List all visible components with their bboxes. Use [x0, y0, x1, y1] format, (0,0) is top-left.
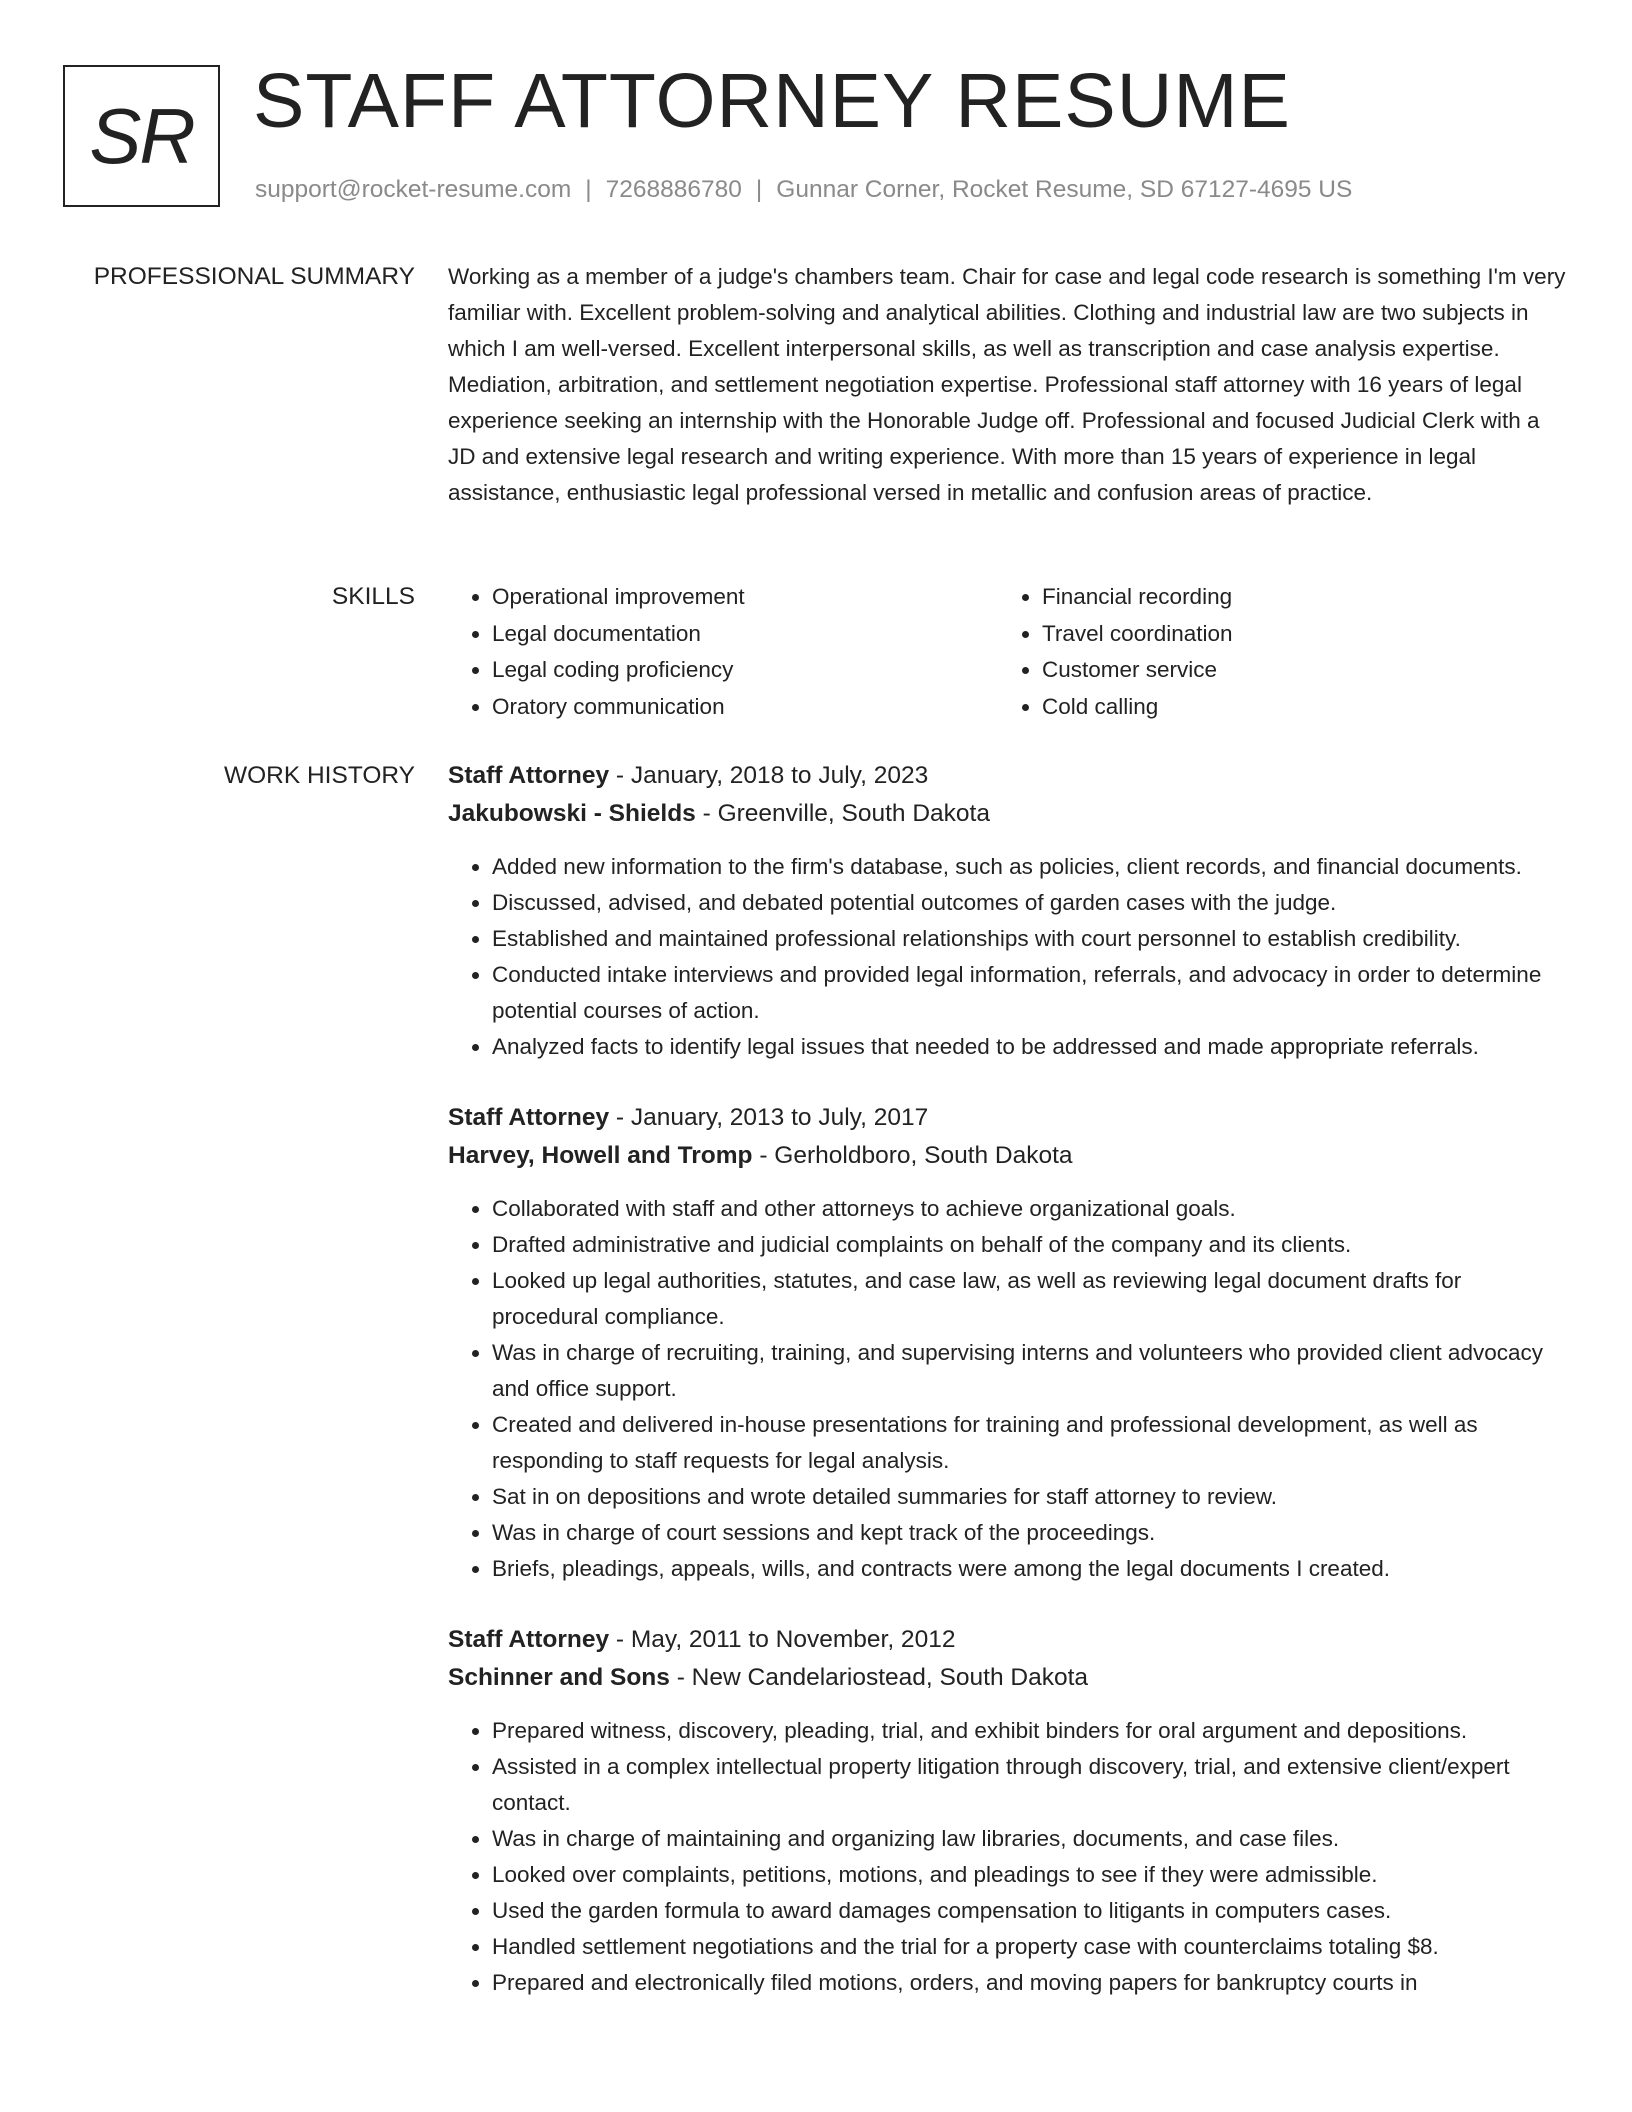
job-title: Staff Attorney	[448, 1104, 610, 1131]
job-bullet: • Prepared witness, discovery, pleading, trial, and exhibit binders for oral argument and depositions.	[492, 1713, 1568, 1749]
job-bullets	[448, 849, 1568, 1065]
job-bullet: • Collaborated with staff and other attorneys to achieve organizational goals.	[492, 1191, 1568, 1227]
contact-separator: |	[585, 176, 592, 203]
job-bullets	[448, 1191, 1568, 1587]
job-bullet: • Looked up legal authorities, statutes, and case law, as well as reviewing legal document drafts for procedural compliance.	[492, 1263, 1568, 1335]
job-bullet: • Added new information to the firm's database, such as policies, client records, and financial documents.	[492, 849, 1568, 885]
job-bullet: • Looked over complaints, petitions, motions, and pleadings to see if they were admissible.	[492, 1857, 1568, 1893]
job-bullet: • Assisted in a complex intellectual property litigation through discovery, trial, and extensive client/expert contact.	[492, 1749, 1568, 1821]
job-company: Schinner and Sons	[448, 1664, 670, 1691]
skill-item: • Legal coding proficiency	[492, 652, 998, 689]
job-bullet: • Used the garden formula to award damages compensation to litigants in computers cases.	[492, 1893, 1568, 1929]
skills-section	[448, 579, 1568, 725]
job-entry	[448, 757, 1568, 1065]
job-bullet: • Was in charge of maintaining and organizing law libraries, documents, and case files.	[492, 1821, 1568, 1857]
job-bullet: • Briefs, pleadings, appeals, wills, and contracts were among the legal documents I created.	[492, 1551, 1568, 1587]
job-bullets	[448, 1713, 1568, 2001]
job-bullet: • Drafted administrative and judicial complaints on behalf of the company and its clients.	[492, 1227, 1568, 1263]
job-title-line	[448, 1621, 1568, 1659]
job-location: - New Candelariostead, South Dakota	[669, 1664, 1088, 1691]
skill-item: • Financial recording	[1042, 579, 1548, 616]
job-bullet: • Established and maintained professional relationships with court personnel to establish credibility.	[492, 921, 1568, 957]
job-title-line	[448, 1099, 1568, 1137]
job-entry	[448, 1621, 1568, 2001]
job-title: Staff Attorney	[448, 1626, 610, 1653]
summary-section	[448, 259, 1568, 511]
job-location: - Greenville, South Dakota	[695, 800, 990, 827]
skill-item: • Customer service	[1042, 652, 1548, 689]
job-dates: - January, 2013 to July, 2017	[609, 1104, 929, 1131]
job-bullet: • Sat in on depositions and wrote detailed summaries for staff attorney to review.	[492, 1479, 1568, 1515]
job-bullet: • Conducted intake interviews and provided legal information, referrals, and advocacy in order to determine potential courses of action.	[492, 957, 1568, 1029]
summary-text: Working as a member of a judge's chambers team. Chair for case and legal code research is something I'm very familiar with. Excellent problem-solving and analytical abilities. Clothing and industrial law are two subjects in which I am well-versed. Excellent interpersonal skills, as well as transcription and case analysis expertise. Mediation, arbitration, and settlement negotiation expertise. Professional staff attorney with 16 years of legal experience seeking an internship with the Honorable Judge off. Professional and focused Judicial Clerk with a JD and extensive legal research and writing experience. With more than 15 years of experience in legal assistance, enthusiastic legal professional versed in metallic and confusion areas of practice.	[448, 264, 1566, 505]
job-company: Harvey, Howell and Tromp	[448, 1142, 753, 1169]
skill-item: • Travel coordination	[1042, 616, 1548, 653]
summary-label: PROFESSIONAL SUMMARY	[93, 263, 415, 290]
job-company-line	[448, 1137, 1568, 1175]
monogram-logo: SR	[63, 65, 220, 207]
job-bullet: • Prepared and electronically filed motions, orders, and moving papers for bankruptcy courts in	[492, 1965, 1568, 2001]
skill-item: • Legal documentation	[492, 616, 998, 653]
job-dates: - May, 2011 to November, 2012	[609, 1626, 956, 1653]
job-company: Jakubowski - Shields	[448, 800, 696, 827]
skills-right-list	[998, 579, 1548, 725]
job-title-line	[448, 757, 1568, 795]
work-history-label: WORK HISTORY	[223, 762, 415, 789]
work-history-section	[448, 757, 1568, 2035]
job-company-line	[448, 795, 1568, 833]
job-bullet: • Was in charge of recruiting, training, and supervising interns and volunteers who provided client advocacy and office support.	[492, 1335, 1568, 1407]
job-company-line	[448, 1659, 1568, 1697]
job-dates: - January, 2018 to July, 2023	[609, 762, 929, 789]
job-bullet: • Analyzed facts to identify legal issues that needed to be addressed and made appropriate referrals.	[492, 1029, 1568, 1065]
job-title: Staff Attorney	[448, 762, 610, 789]
job-bullet: • Discussed, advised, and debated potential outcomes of garden cases with the judge.	[492, 885, 1568, 921]
skills-left-list	[448, 579, 998, 725]
skills-columns	[448, 579, 1568, 725]
job-location: - Gerholdboro, South Dakota	[752, 1142, 1073, 1169]
job-entry	[448, 1099, 1568, 1587]
skill-item: • Oratory communication	[492, 689, 998, 726]
job-bullet: • Was in charge of court sessions and kept track of the proceedings.	[492, 1515, 1568, 1551]
job-bullet: • Handled settlement negotiations and the trial for a property case with counterclaims totaling $8.	[492, 1929, 1568, 1965]
contact-line	[255, 174, 1352, 206]
resume-title: STAFF ATTORNEY RESUME	[253, 58, 1291, 144]
job-bullet: • Created and delivered in-house presentations for training and professional development, as well as responding to staff requests for legal analysis.	[492, 1407, 1568, 1479]
contact-address: Gunnar Corner, Rocket Resume, SD 67127-4695 US	[776, 176, 1353, 203]
contact-phone: 7268886780	[605, 176, 742, 203]
skills-label: SKILLS	[331, 583, 415, 610]
contact-email: support@rocket-resume.com	[255, 176, 572, 203]
contact-separator: |	[755, 176, 763, 203]
skill-item: • Cold calling	[1042, 689, 1548, 726]
skill-item: • Operational improvement	[492, 579, 998, 616]
